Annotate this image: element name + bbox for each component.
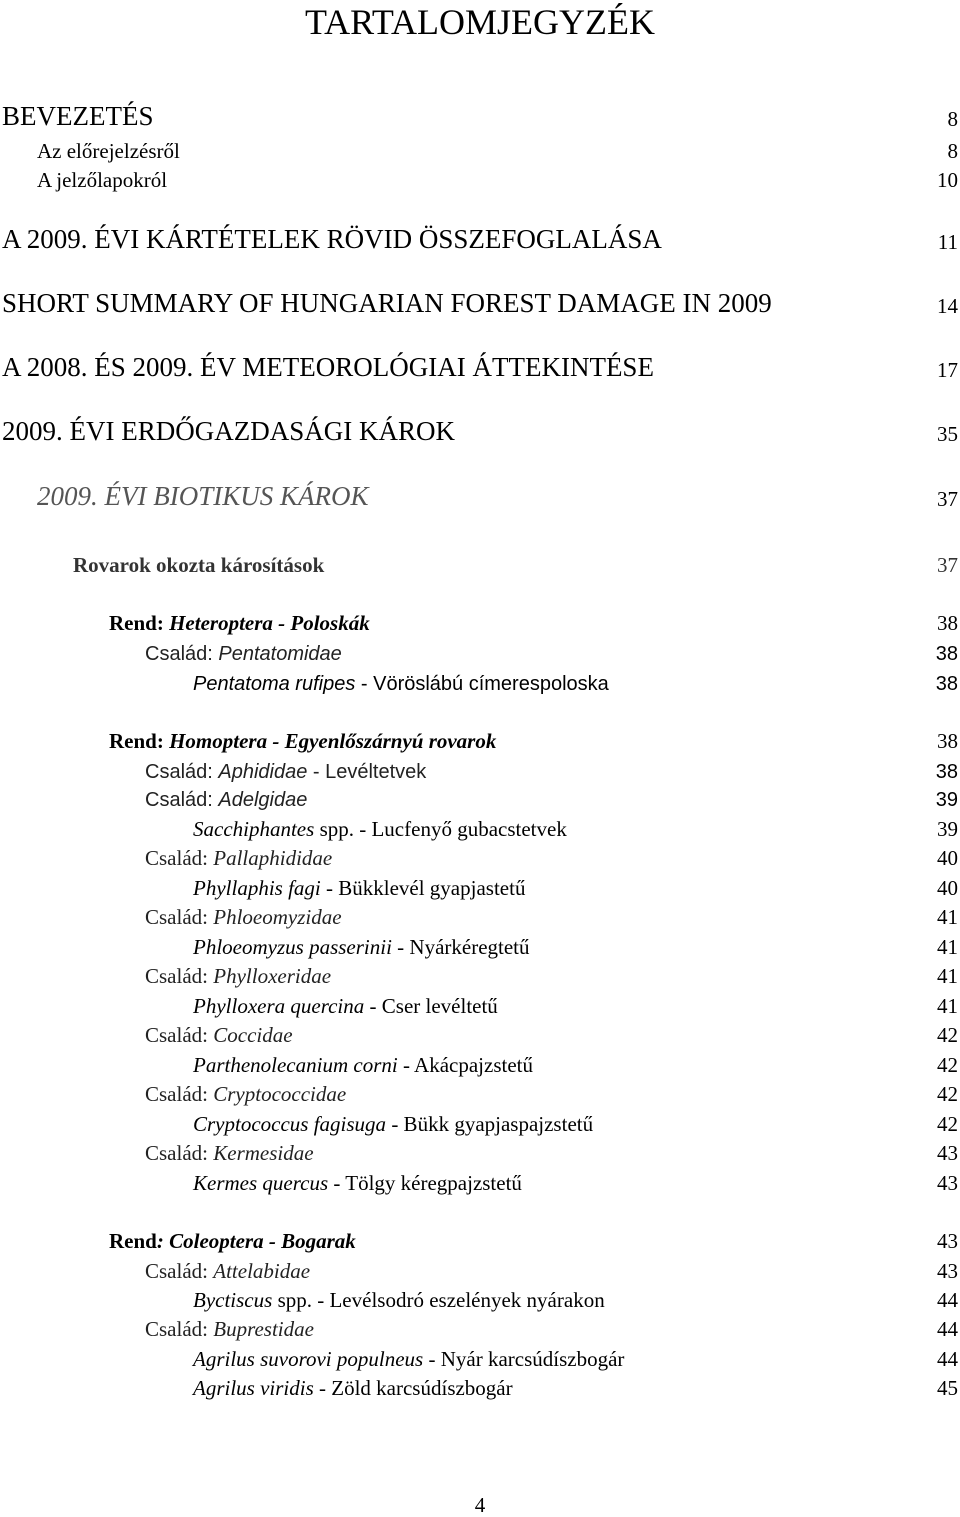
toc-entry bbox=[0, 604, 960, 634]
toc-entry bbox=[0, 987, 960, 1017]
toc-entry bbox=[0, 928, 960, 958]
toc-entry-italic-part: Agrilus suvorovi populneus bbox=[193, 1347, 424, 1371]
toc-entry-page: 42 bbox=[937, 1023, 958, 1047]
toc-entry-text-part: Család: bbox=[145, 1082, 214, 1106]
toc-entry-title bbox=[193, 1349, 624, 1370]
toc-entry-italic-part: Cryptococcus fagisuga bbox=[193, 1112, 387, 1136]
toc-entry-italic-part: Byctiscus bbox=[193, 1288, 273, 1312]
toc-entry-italic-part: Kermesidae bbox=[213, 1141, 314, 1165]
toc-entry-text-part: A jelzőlapokról bbox=[37, 168, 168, 192]
toc-entry-title bbox=[193, 1378, 513, 1399]
toc-entry-italic-part: Heteroptera - Poloskák bbox=[169, 611, 370, 635]
toc-entry-title bbox=[2, 103, 153, 130]
toc-entry bbox=[0, 1252, 960, 1282]
toc-entry-text-part: A 2008. ÉS 2009. ÉV METEOROLÓGIAI ÁTTEKINTÉSE bbox=[2, 352, 654, 382]
toc-entry bbox=[0, 546, 960, 576]
toc-entry-title bbox=[109, 731, 496, 752]
toc-entry-title bbox=[73, 555, 324, 576]
toc-entry-title bbox=[193, 996, 498, 1017]
toc-entry-title bbox=[145, 1143, 314, 1164]
toc-entry-text-part: SHORT SUMMARY OF HUNGARIAN FOREST DAMAGE IN 2009 bbox=[2, 288, 772, 318]
toc-entry-page: 38 bbox=[937, 729, 958, 753]
toc-entry bbox=[0, 722, 960, 752]
toc-entry bbox=[0, 1075, 960, 1105]
toc-entry-page: 14 bbox=[937, 294, 958, 318]
toc-entry-page: 42 bbox=[937, 1082, 958, 1106]
toc-entry-page: 45 bbox=[937, 1376, 958, 1400]
toc-entry-page: 44 bbox=[937, 1347, 958, 1371]
toc-entry-page: 38 bbox=[935, 643, 958, 665]
toc-entry bbox=[0, 810, 960, 840]
toc-entry-title bbox=[193, 674, 609, 694]
toc-entry-text-part: - Zöld karcsúdíszbogár bbox=[313, 1376, 513, 1400]
toc-entry-title bbox=[193, 937, 530, 958]
toc-entry bbox=[0, 351, 960, 381]
toc-entry-page: 8 bbox=[947, 139, 958, 163]
toc-entry-text-part: Család: bbox=[145, 964, 214, 988]
toc-entry bbox=[0, 1340, 960, 1370]
toc-entry-text-part: A 2009. ÉVI KÁRTÉTELEK RÖVID ÖSSZEFOGLALÁSA bbox=[2, 224, 662, 254]
toc-entry bbox=[0, 287, 960, 317]
toc-entry-text-part: - Levéltetvek bbox=[307, 761, 427, 783]
toc-entry-title bbox=[37, 170, 167, 191]
toc-entry-title bbox=[37, 141, 180, 162]
toc-entry bbox=[0, 1164, 960, 1194]
toc-entry-page: 44 bbox=[937, 1317, 958, 1341]
toc-entry-text-part: 2009. ÉVI ERDŐGAZDASÁGI KÁROK bbox=[2, 416, 455, 446]
toc-entry-page: 37 bbox=[937, 487, 958, 511]
toc-entry-text-part: - Nyár karcsúdíszbogár bbox=[423, 1347, 625, 1371]
toc-entry-text-part: Rovarok okozta károsítások bbox=[73, 553, 325, 577]
toc-entry-title bbox=[145, 762, 426, 782]
toc-entry-title bbox=[193, 1055, 533, 1076]
toc-entry-text-part: spp. - Levélsodró eszelények nyárakon bbox=[272, 1288, 605, 1312]
toc-entry-title bbox=[193, 819, 567, 840]
toc-entry-text-part: - Tölgy kéregpajzstetű bbox=[328, 1171, 522, 1195]
toc-entry bbox=[0, 161, 960, 191]
toc-entry-title bbox=[145, 1261, 310, 1282]
toc-entry-title bbox=[2, 354, 654, 381]
toc-entry-text-part: - Nyárkéregtetű bbox=[391, 935, 530, 959]
toc-entry-title bbox=[145, 907, 342, 928]
page-title: TARTALOMJEGYZÉK bbox=[304, 2, 656, 42]
toc-entry-title bbox=[145, 848, 332, 869]
toc-entry-text-part: Család: bbox=[145, 1023, 214, 1047]
toc-entry-title bbox=[145, 1025, 293, 1046]
toc-entry-text-part: - Cser levéltetű bbox=[364, 994, 498, 1018]
toc-entry-italic-part: Buprestidae bbox=[213, 1317, 314, 1341]
toc-entry-page: 8 bbox=[947, 107, 958, 131]
toc-entry-page: 39 bbox=[935, 789, 958, 811]
toc-entry-italic-part: Pentatomidae bbox=[218, 643, 342, 665]
toc-entry-text-part: - Vöröslábú címerespoloska bbox=[355, 673, 609, 695]
toc-entry-text-part: 2009. ÉVI BIOTIKUS KÁROK bbox=[37, 481, 369, 511]
toc-entry-text-part: spp. - Lucfenyő gubacstetvek bbox=[314, 817, 567, 841]
toc-entry bbox=[0, 1281, 960, 1311]
toc-entry bbox=[0, 1046, 960, 1076]
toc-entry-italic-part: Aphididae bbox=[218, 761, 308, 783]
toc-entry-page: 41 bbox=[937, 935, 958, 959]
toc-entry-italic-part: Homoptera - Egyenlőszárnyú rovarok bbox=[169, 729, 497, 753]
toc-entry-title bbox=[2, 226, 662, 253]
toc-entry-italic-part: Phylloxera quercina bbox=[193, 994, 365, 1018]
toc-entry-text-part: - Akácpajzstetű bbox=[397, 1053, 533, 1077]
toc-entry-italic-part: : Coleoptera - Bogarak bbox=[156, 1229, 356, 1253]
toc-entry-italic-part: Attelabidae bbox=[213, 1259, 311, 1283]
toc-entry-italic-part: Kermes quercus bbox=[193, 1171, 329, 1195]
toc-entry-italic-part: Phyllaphis fagi bbox=[193, 876, 321, 900]
toc-entry-title bbox=[37, 483, 368, 510]
toc-entry-text-part: Rend: bbox=[109, 729, 170, 753]
toc-entry bbox=[0, 132, 960, 162]
toc-entry-text-part: Család: bbox=[145, 643, 219, 665]
toc-entry-page: 42 bbox=[937, 1112, 958, 1136]
toc-entry-page: 43 bbox=[937, 1229, 958, 1253]
toc-entry-title bbox=[145, 966, 331, 987]
toc-entry-text-part: Család: bbox=[145, 846, 214, 870]
toc-entry bbox=[0, 839, 960, 869]
toc-entry-italic-part: Cryptococcidae bbox=[213, 1082, 347, 1106]
toc-entry-italic-part: Pentatoma rufipes bbox=[193, 673, 356, 695]
toc-entry-text-part: Rend bbox=[109, 1229, 157, 1253]
toc-entry bbox=[0, 780, 960, 810]
toc-entry bbox=[0, 752, 960, 782]
toc-entry-italic-part: Coccidae bbox=[213, 1023, 293, 1047]
toc-entry-page: 42 bbox=[937, 1053, 958, 1077]
toc-entry-text-part: - Bükklevél gyapjastetű bbox=[320, 876, 526, 900]
toc-entry-text-part: Család: bbox=[145, 1317, 214, 1341]
toc-entry-page: 41 bbox=[937, 994, 958, 1018]
toc-entry-text-part: BEVEZETÉS bbox=[2, 101, 154, 131]
toc-entry-text-part: - Bükk gyapjaspajzstetű bbox=[386, 1112, 594, 1136]
toc-entry-page: 41 bbox=[937, 964, 958, 988]
toc-entry-title bbox=[2, 418, 455, 445]
toc-entry-page: 38 bbox=[935, 761, 958, 783]
toc-entry-text-part: Család: bbox=[145, 761, 219, 783]
toc-entry-page: 35 bbox=[937, 422, 958, 446]
toc-entry-title bbox=[145, 1319, 314, 1340]
toc-entry bbox=[0, 664, 960, 694]
toc-entry-title bbox=[109, 1231, 356, 1252]
toc-entry-italic-part: Phloeomyzidae bbox=[213, 905, 342, 929]
toc-entry bbox=[0, 223, 960, 253]
toc-entry-page: 39 bbox=[937, 817, 958, 841]
toc-entry-text-part: Család: bbox=[145, 1141, 214, 1165]
toc-entry bbox=[0, 1016, 960, 1046]
toc-entry bbox=[0, 957, 960, 987]
toc-entry-page: 10 bbox=[937, 168, 958, 192]
toc-entry-title bbox=[145, 644, 342, 664]
toc-entry-italic-part: Agrilus viridis bbox=[193, 1376, 314, 1400]
toc-entry-page: 37 bbox=[937, 553, 958, 577]
toc-entry bbox=[0, 898, 960, 928]
toc-entry-page: 38 bbox=[937, 611, 958, 635]
toc-entry-italic-part: Phylloxeridae bbox=[213, 964, 332, 988]
toc-entry bbox=[0, 480, 960, 510]
toc-entry-title bbox=[109, 613, 370, 634]
toc-entry bbox=[0, 1222, 960, 1252]
toc-entry-page: 43 bbox=[937, 1171, 958, 1195]
toc-entry-title bbox=[145, 790, 307, 810]
toc-entry-text-part: Rend: bbox=[109, 611, 170, 635]
toc-entry-page: 44 bbox=[937, 1288, 958, 1312]
toc-entry-page: 11 bbox=[937, 230, 958, 254]
toc-entry-italic-part: Pallaphididae bbox=[213, 846, 333, 870]
toc-entry bbox=[0, 100, 960, 130]
toc-entry-title bbox=[193, 1173, 522, 1194]
toc-entry bbox=[0, 634, 960, 664]
toc-entry-italic-part: Sacchiphantes bbox=[193, 817, 315, 841]
toc-entry-title bbox=[193, 1114, 593, 1135]
toc-entry-page: 40 bbox=[937, 846, 958, 870]
toc-entry-page: 38 bbox=[935, 673, 958, 695]
toc-entry bbox=[0, 1134, 960, 1164]
toc-entry-page: 41 bbox=[937, 905, 958, 929]
toc-entry-page: 40 bbox=[937, 876, 958, 900]
toc-entry-text-part: Család: bbox=[145, 1259, 214, 1283]
toc-entry bbox=[0, 1310, 960, 1340]
toc-entry-text-part: Az előrejelzésről bbox=[37, 139, 180, 163]
toc-entry-italic-part: Phloeomyzus passerinii bbox=[193, 935, 392, 959]
toc-entry-text-part: Család: bbox=[145, 789, 219, 811]
toc-entry-page: 43 bbox=[937, 1141, 958, 1165]
toc-entry-italic-part: Parthenolecanium corni bbox=[193, 1053, 398, 1077]
toc-entry-page: 17 bbox=[937, 358, 958, 382]
toc-entry-title bbox=[2, 290, 772, 317]
toc-entry bbox=[0, 869, 960, 899]
toc-entry bbox=[0, 415, 960, 445]
toc-entry-text-part: Család: bbox=[145, 905, 214, 929]
toc-entry-title bbox=[145, 1084, 346, 1105]
toc-entry-page: 43 bbox=[937, 1259, 958, 1283]
toc-entry-title bbox=[193, 1290, 605, 1311]
toc-entry-title bbox=[193, 878, 525, 899]
toc-entry bbox=[0, 1105, 960, 1135]
toc-entry bbox=[0, 1369, 960, 1399]
page-number: 4 bbox=[474, 1493, 486, 1517]
toc-entry-italic-part: Adelgidae bbox=[218, 789, 308, 811]
